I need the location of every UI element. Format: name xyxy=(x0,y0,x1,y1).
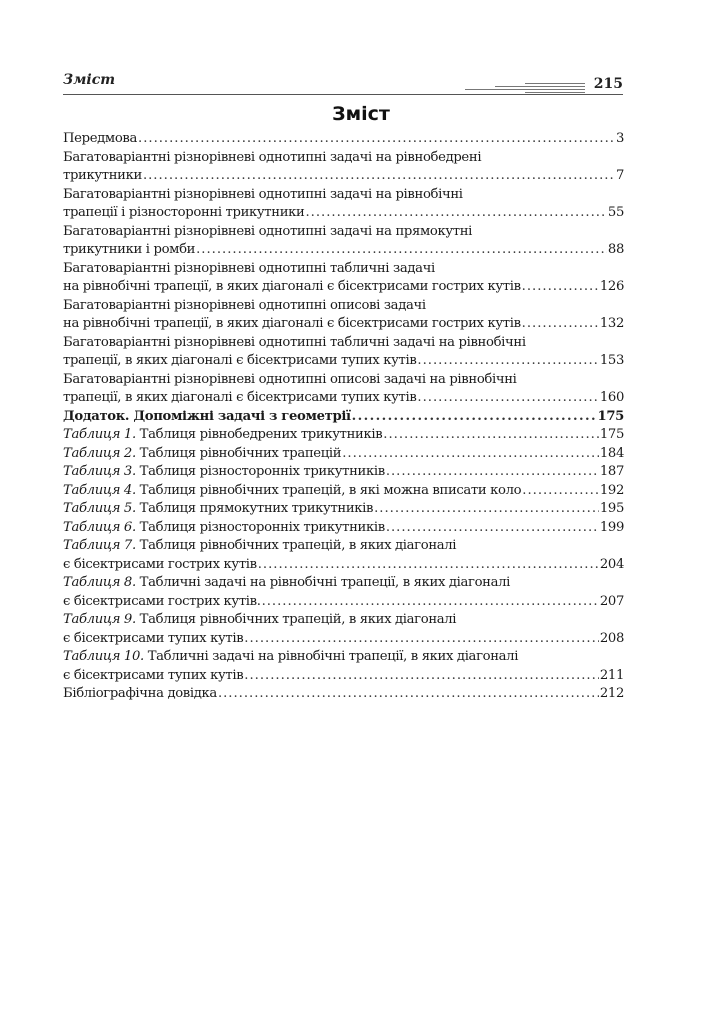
dot-leader xyxy=(522,278,599,297)
toc-entry[interactable] xyxy=(63,260,624,297)
toc-entry-page: 7 xyxy=(615,168,624,183)
toc-entry-title-cont: трапеції, в яких діагоналі є бісектрисами тупих кутів xyxy=(63,390,417,405)
toc-entry-page: 175 xyxy=(599,427,624,442)
toc-entry-page: 207 xyxy=(599,593,624,609)
toc-entry-page: 132 xyxy=(599,316,624,331)
toc-entry-table[interactable] xyxy=(63,574,624,611)
table-label: Таблиця 3. xyxy=(63,464,136,479)
toc-entry-page: 195 xyxy=(599,501,624,516)
dot-leader xyxy=(417,389,598,408)
dot-leader xyxy=(258,556,599,575)
table-label: Таблиця 8. xyxy=(63,575,136,590)
dot-leader xyxy=(138,130,615,149)
toc-entry[interactable] xyxy=(63,149,624,186)
toc-entry[interactable] xyxy=(63,130,624,149)
toc-entry-page: 160 xyxy=(599,390,624,405)
toc-entry-table[interactable] xyxy=(63,500,624,519)
dot-leader xyxy=(305,204,606,223)
toc-entry-title: Табличні задачі на рівнобічні трапеції, в яких діагоналі xyxy=(147,649,519,664)
toc-entry-title: Багатоваріантні різнорівневі однотипні описові задачі на рівнобічні xyxy=(63,371,517,387)
dot-leader xyxy=(374,500,599,519)
toc-entry-page: 153 xyxy=(599,353,624,368)
toc-entry-title: Таблиця рівнобічних трапецій, в яких діагоналі xyxy=(139,538,457,553)
toc-entry[interactable] xyxy=(63,297,624,334)
toc-entry-title-cont: на рівнобічні трапеції, в яких діагоналі є бісектрисами гострих кутів xyxy=(63,316,521,331)
toc-entry-title: Таблиця рівнобічних трапецій, в яких діагоналі xyxy=(139,612,457,627)
toc-entry-title: Багатоваріантні різнорівневі однотипні табличні задачі xyxy=(63,260,435,276)
toc-entry-page: 126 xyxy=(599,279,624,294)
dot-leader xyxy=(342,445,599,464)
toc-entry-title-cont: трапеції, в яких діагоналі є бісектрисами тупих кутів xyxy=(63,353,417,368)
dot-leader xyxy=(352,408,597,427)
toc-entry-page: 184 xyxy=(599,445,624,461)
toc-entry-title: Таблиця прямокутних трикутників xyxy=(139,501,374,516)
toc-entry-title-cont: є бісектрисами тупих кутів xyxy=(63,630,244,646)
toc-entry-title: Табличні задачі на рівнобічні трапеції, в яких діагоналі xyxy=(139,575,511,590)
running-header xyxy=(63,72,623,96)
toc-entry-table[interactable] xyxy=(63,463,624,482)
toc-entry-table[interactable] xyxy=(63,537,624,574)
toc-entry[interactable] xyxy=(63,334,624,371)
toc-entry-page: 211 xyxy=(599,667,624,683)
toc-entry[interactable] xyxy=(63,685,624,704)
dot-leader xyxy=(386,519,599,538)
toc-entry-title: Багатоваріантні різнорівневі однотипні описові задачі xyxy=(63,297,426,313)
toc-entry-title-cont: є бісектрисами гострих кутів xyxy=(63,556,257,572)
toc-entry-title-cont: трапеції і різносторонні трикутники xyxy=(63,205,305,220)
toc-entry[interactable] xyxy=(63,186,624,223)
dot-leader xyxy=(244,667,599,686)
toc-entry-title: Таблиця рівнобічних трапецій xyxy=(139,445,342,461)
toc-entry-title: Таблиця різносторонніх трикутників xyxy=(139,464,385,479)
toc-entry-title: Багатоваріантні різнорівневі однотипні задачі на прямокутні xyxy=(63,223,473,239)
toc-entry-title-cont: трикутники xyxy=(63,168,142,183)
header-rule xyxy=(63,94,623,95)
table-label: Таблиця 10. xyxy=(63,649,144,664)
toc-entry-appendix[interactable] xyxy=(63,408,624,427)
table-label: Таблиця 1. xyxy=(63,427,136,442)
toc-entry-table[interactable] xyxy=(63,482,624,501)
table-label: Таблиця 4. xyxy=(63,482,136,498)
table-label: Таблиця 6. xyxy=(63,519,136,535)
running-title: Зміст xyxy=(63,72,116,88)
table-label: Таблиця 2. xyxy=(63,445,136,461)
dot-leader xyxy=(262,593,599,612)
toc-entry-title: Багатоваріантні різнорівневі однотипні задачі на рівнобедрені xyxy=(63,149,482,165)
toc-entry-title: Додаток. Допоміжні задачі з геометрії xyxy=(63,408,351,424)
dot-leader xyxy=(417,352,598,371)
toc-entry-title: Багатоваріантні різнорівневі однотипні задачі на рівнобічні xyxy=(63,186,463,202)
dot-leader xyxy=(383,426,599,445)
toc-entry-title: Бібліографічна довідка xyxy=(63,686,217,701)
table-label: Таблиця 5. xyxy=(63,501,136,516)
toc-entry-page: 55 xyxy=(607,205,624,220)
toc-entry[interactable] xyxy=(63,371,624,408)
dot-leader xyxy=(244,630,599,649)
toc-entry-page: 175 xyxy=(597,408,624,424)
toc-entry-page: 204 xyxy=(599,556,624,572)
toc-entry[interactable] xyxy=(63,223,624,260)
toc-entry-title: Передмова xyxy=(63,131,138,146)
toc-entry-title: Таблиця рівнобічних трапецій, в які можна вписати коло xyxy=(139,482,522,498)
toc-entry-table[interactable] xyxy=(63,519,624,538)
toc-entry-page: 192 xyxy=(599,482,624,498)
dot-leader xyxy=(196,241,607,260)
toc-entry-table[interactable] xyxy=(63,611,624,648)
toc-entry-title-cont: трикутники і ромби xyxy=(63,242,196,257)
toc-entry-title-cont: є бісектрисами тупих кутів xyxy=(63,667,244,683)
toc-entry-table[interactable] xyxy=(63,445,624,464)
toc-entry-title: Таблиця різносторонніх трикутників xyxy=(139,519,385,535)
toc-heading: Зміст xyxy=(332,103,390,125)
dot-leader xyxy=(386,463,599,482)
table-label: Таблиця 7. xyxy=(63,538,136,553)
toc-entry-page: 88 xyxy=(607,242,624,257)
toc-entry-page: 3 xyxy=(615,131,624,146)
toc-entry-page: 199 xyxy=(599,519,624,535)
toc-entry-page: 212 xyxy=(599,686,624,701)
dot-leader xyxy=(218,685,599,704)
toc-entry-page: 208 xyxy=(599,630,624,646)
table-label: Таблиця 9. xyxy=(63,612,136,627)
toc-entry-title-cont: на рівнобічні трапеції, в яких діагоналі є бісектрисами гострих кутів xyxy=(63,279,521,294)
page-number: 215 xyxy=(593,76,623,92)
toc-entry-table[interactable] xyxy=(63,648,624,685)
dot-leader xyxy=(522,482,599,501)
toc-entry-title-cont: є бісектрисами гострих кутів. xyxy=(63,593,261,609)
toc-entry-page: 187 xyxy=(599,464,624,479)
toc-entry-table[interactable] xyxy=(63,426,624,445)
toc-entry-title: Таблиця рівнобедрених трикутників xyxy=(139,427,383,442)
toc-entry-title: Багатоваріантні різнорівневі однотипні табличні задачі на рівнобічні xyxy=(63,334,526,350)
dot-leader xyxy=(522,315,599,334)
table-of-contents xyxy=(63,130,624,704)
dot-leader xyxy=(143,167,615,186)
